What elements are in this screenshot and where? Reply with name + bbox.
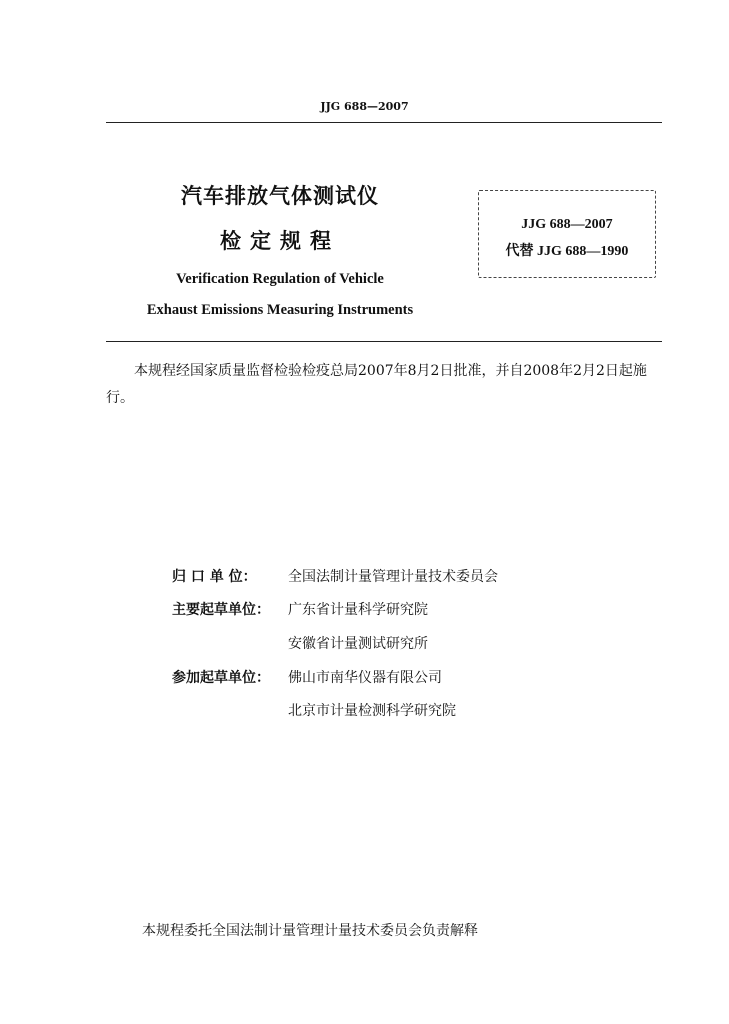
replaces-standard: 代替 JJG 688—1990 — [505, 244, 629, 259]
interpretation-note: 本规程委托全国法制计量管理计量技术委员会负责解释 — [142, 923, 478, 939]
participating-drafter-2: 北京市计量检测科学研究院 — [288, 703, 456, 719]
approval-statement: 本规程经国家质量监督检验检疫总局2007年8月2日批准，并自2008年2月2日起施行。 — [106, 363, 647, 406]
participating-drafters-label: 参加起草单位： — [172, 670, 270, 686]
standard-number-box — [478, 190, 656, 278]
main-drafter-2: 安徽省计量测试研究所 — [288, 636, 428, 652]
title-en-line2: Exhaust Emissions Measuring Instruments — [146, 302, 414, 318]
standard-code: JJG 688—2007 — [521, 217, 613, 232]
header-standard-code: JJG 688—2007 — [320, 100, 409, 113]
title-cn-line1: 汽车排放气体测试仪 — [181, 184, 379, 208]
title-rule — [106, 341, 662, 342]
participating-drafter-1: 佛山市南华仪器有限公司 — [288, 670, 442, 686]
responsible-unit-label: 归 口 单 位： — [172, 569, 257, 585]
responsible-unit-value: 全国法制计量管理计量技术委员会 — [288, 569, 498, 585]
main-drafters-label: 主要起草单位： — [172, 602, 270, 618]
main-drafter-1: 广东省计量科学研究院 — [288, 602, 428, 618]
header-rule — [106, 122, 662, 123]
title-cn-line2: 检定规程 — [220, 229, 340, 253]
title-en-line1: Verification Regulation of Vehicle — [176, 271, 384, 287]
